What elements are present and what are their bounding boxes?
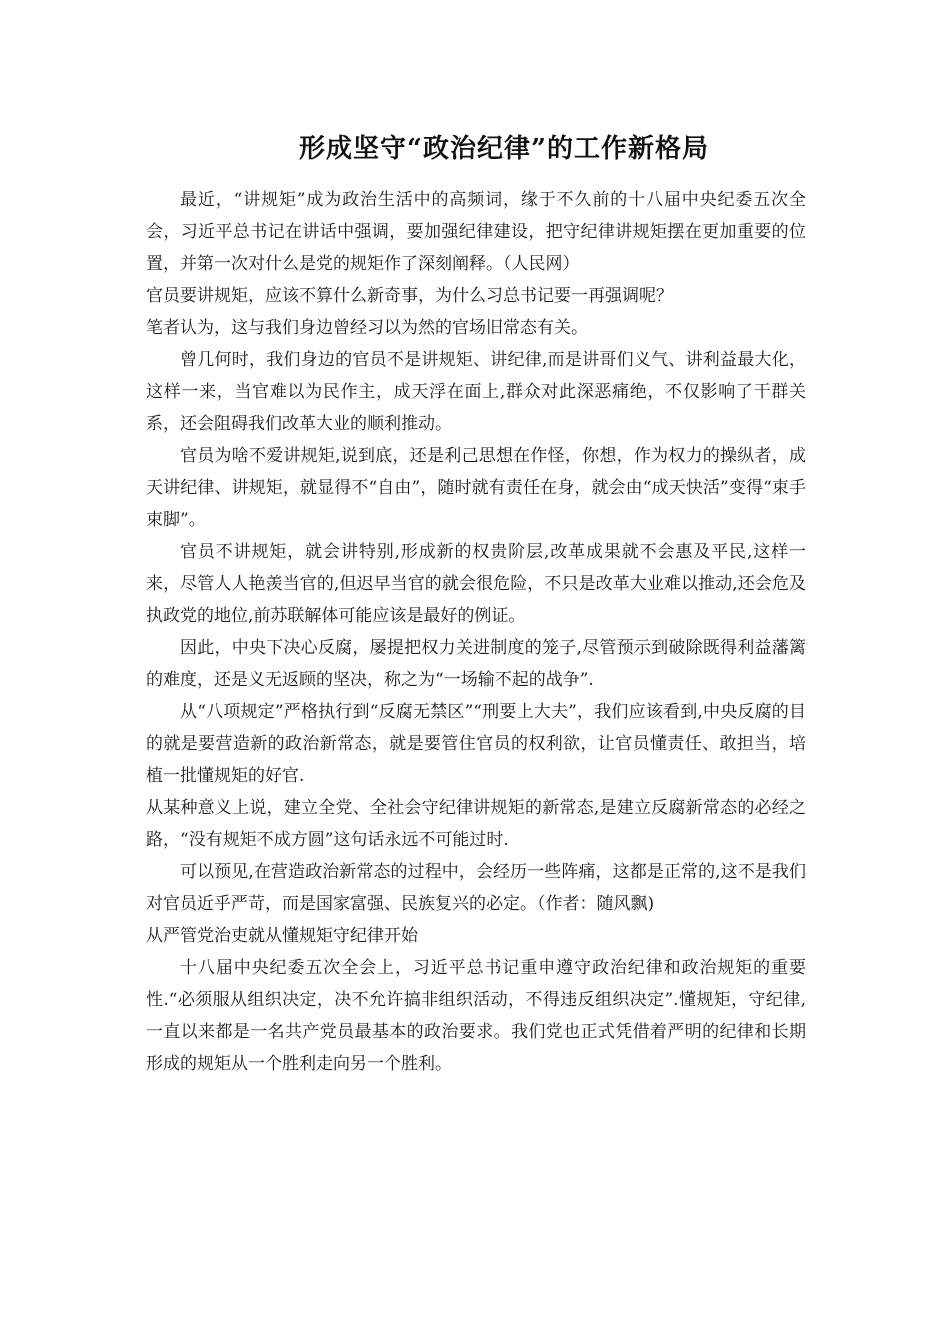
paragraph: 官员要讲规矩，应该不算什么新奇事，为什么习总书记要一再强调呢？ (146, 286, 673, 306)
paragraph: 曾几何时，我们身边的官员不是讲规矩、讲纪律,而是讲哥们义气、讲利益最大化，这样一来，当官难以为民作主，成天浮在面上,群众对此深恶痛绝，不仅影响了干群关系，还会阻碍我们改革大业的顺利推动。 (146, 350, 806, 434)
section-heading: 从严管党治吏就从懂规矩守纪律开始 (146, 926, 418, 946)
paragraph: 官员不讲规矩，就会讲特别,形成新的权贵阶层,改革成果就不会惠及平民,这样一来，尽管人人艳羡当官的,但迟早当官的就会很危险，不只是改革大业难以推动,还会危及执政党的地位,前苏联解体可能应该是最好的例证。 (146, 542, 806, 626)
paragraph: 从“八项规定”严格执行到“反腐无禁区”“刑要上大夫”，我们应该看到,中央反腐的目的就是要营造新的政治新常态，就是要管住官员的权利欲，让官员懂责任、敢担当，培植一批懂规矩的好官. (146, 702, 806, 786)
document-title: 形成坚守“政治纪律”的工作新格局 (299, 134, 709, 164)
paragraph: 十八届中央纪委五次全会上，习近平总书记重申遵守政治纪律和政治规矩的重要性.“必须服从组织决定，决不允许搞非组织活动，不得违反组织决定”.懂规矩，守纪律,一直以来都是一名共产党员最基本的政治要求。我们党也正式凭借着严明的纪律和长期形成的规矩从一个胜利走向另一个胜利。 (146, 958, 806, 1074)
paragraph: 从某种意义上说，建立全党、全社会守纪律讲规矩的新常态,是建立反腐新常态的必经之路，“没有规矩不成方圆”这句话永远不可能过时. (146, 798, 806, 850)
paragraph: 可以预见,在营造政治新常态的过程中，会经历一些阵痛，这都是正常的,这不是我们对官员近乎严苛，而是国家富强、民族复兴的必定。（作者：随风飘) (146, 862, 806, 914)
paragraph: 因此，中央下决心反腐，屡提把权力关进制度的笼子,尽管预示到破除既得利益藩篱的难度，还是义无返顾的坚决，称之为“一场输不起的战争”. (146, 638, 806, 690)
paragraph: 最近，“讲规矩”成为政治生活中的高频词，缘于不久前的十八届中央纪委五次全会，习近平总书记在讲话中强调，要加强纪律建设，把守纪律讲规矩摆在更加重要的位置，并第一次对什么是党的规矩作了深刻阐释。（人民网） (146, 190, 806, 274)
paragraph: 笔者认为，这与我们身边曾经习以为然的官场旧常态有关。 (146, 318, 588, 338)
paragraph: 官员为啥不爱讲规矩,说到底，还是利己思想在作怪，你想，作为权力的操纵者，成天讲纪律、讲规矩，就显得不“自由”，随时就有责任在身，就会由“成天快活”变得“束手束脚”。 (146, 446, 806, 530)
document-body (146, 184, 806, 1080)
